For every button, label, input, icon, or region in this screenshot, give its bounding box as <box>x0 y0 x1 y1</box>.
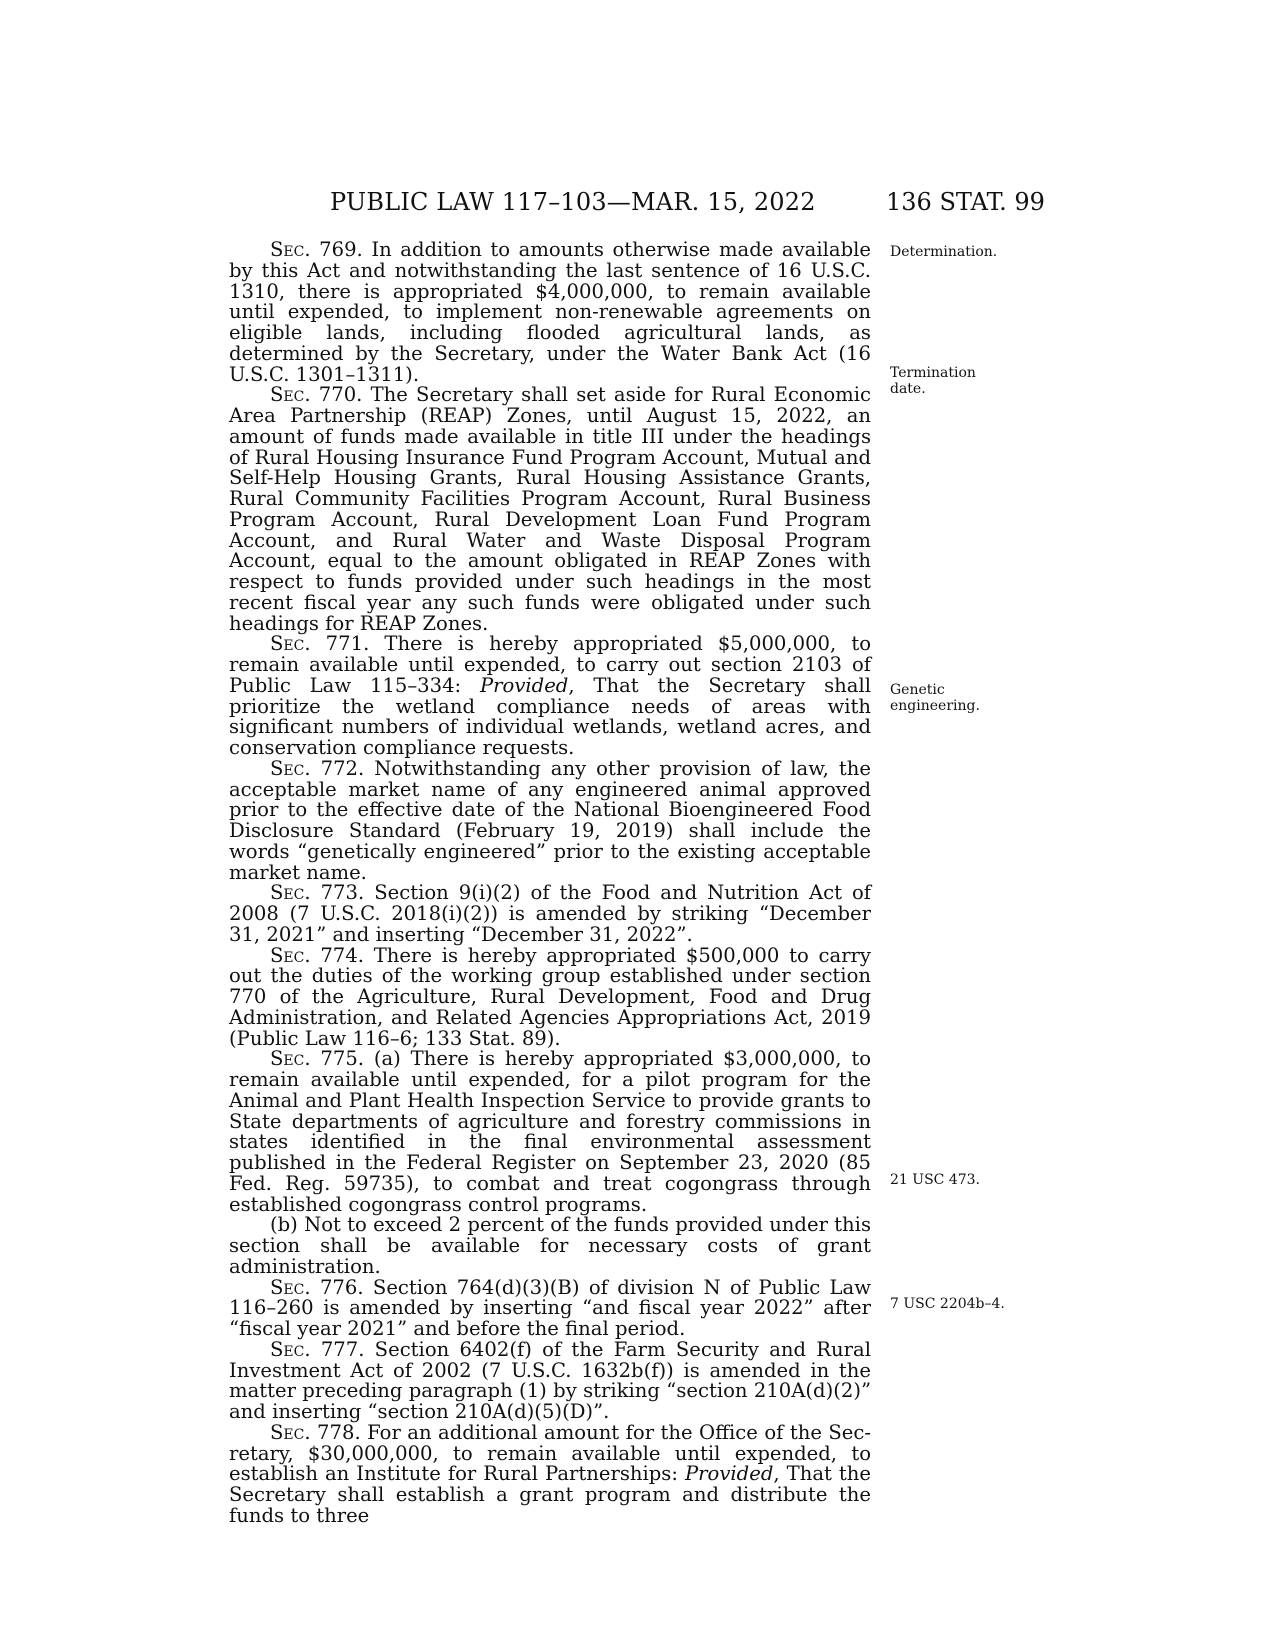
section-778: Sec. 778. For an additional amount for the Office of the Secretary, $30,000,000, to remain available until expended, to establish an Institute for Rural Partnerships: Provided, That the Secretary shall establish a grant program and distribute the funds to three <box>229 1420 871 1527</box>
section-771: Sec. 771. There is hereby appropriated $5,000,000, to remain available until expended, to carry out section 2103 of Public Law 115–334: Provided, That the Secretary shall prioritize the wetland compliance needs of areas with significant numbers of individual wetlands, wetland acres, and conservation compliance requests. <box>229 632 871 759</box>
section-776: Sec. 776. Section 764(d)(3)(B) of division N of Public Law 116–260 is amended by inserting “and fiscal year 2022” after “fiscal year 2021” and before the final period. <box>229 1275 871 1340</box>
section-773: Sec. 773. Section 9(i)(2) of the Food and Nutrition Act of 2008 (7 U.S.C. 2018(i)(2)) is amended by striking “December 31, 2021” and inserting “December 31, 2022”. <box>229 881 871 946</box>
margin-note-termination-date: Termination date. <box>890 365 976 397</box>
section-772: Sec. 772. Notwithstanding any other provision of law, the acceptable market name of any engineered animal approved prior to the effective date of the National Bioengineered Food Disclosure Standard (February 19, 2019) shall include the words “genetically engineered” prior to the existing acceptable market name. <box>229 756 871 884</box>
header-title: PUBLIC LAW 117–103—MAR. 15, 2022 <box>330 188 816 216</box>
section-777: Sec. 777. Section 6402(f) of the Farm Security and Rural Investment Act of 2002 (7 U.S.C. 1632b(f)) is amended in the matter preceding paragraph (1) by striking “section 210A(d)(2)” and inserting “section 210A(d)(5)(D)”. <box>229 1337 871 1423</box>
section-775a: Sec. 775. (a) There is hereby appropriated $3,000,000, to remain available until expended, for a pilot program for the Animal and Plant Health Inspection Service to provide grants to State departments of agriculture and forestry commissions in states identified in the final environmental assessment published in the Federal Register on September 23, 2020 (85 Fed. Reg. 59735), to combat and treat cogongrass through established cogongrass control programs. <box>229 1047 871 1216</box>
margin-note-genetic-engineering: Genetic engineering. <box>890 682 980 714</box>
margin-note-7-usc-2204b-4: 7 USC 2204b–4. <box>890 1296 1005 1312</box>
section-770: Sec. 770. The Secretary shall set aside for Rural Economic Area Partnership (REAP) Zones, until August 15, 2022, an amount of funds made available in title III under the headings of Rural Housing Insurance Fund Program Account, Mutual and Self-Help Housing Grants, Rural Housing Assistance Grants, Rural Community Facilities Program Account, Rural Business Program Account, Rural Development Loan Fund Program Account, and Rural Water and Waste Disposal Program Account, equal to the amount obligated in REAP Zones with respect to funds provided under such headings in the most recent fiscal year any such funds were obligated under such headings for REAP Zones. <box>229 383 871 635</box>
section-774: Sec. 774. There is hereby appropriated $500,000 to carry out the duties of the working group established under section 770 of the Agriculture, Rural Development, Food and Drug Administration, and Related Agencies Appropriations Act, 2019 (Public Law 116–6; 133 Stat. 89). <box>229 943 871 1050</box>
margin-note-determination: Determination. <box>890 244 998 260</box>
section-775b: (b) Not to exceed 2 percent of the funds provided under this section shall be available for necessary costs of grant administration. <box>229 1213 871 1278</box>
page-stat-citation: 136 STAT. 99 <box>886 188 1045 216</box>
section-769: Sec. 769. In addition to amounts otherwise made available by this Act and notwithstanding the last sentence of 16 U.S.C. 1310, there is appropriated $4,000,000, to remain available until expended, to implement non-renewable agreements on eligible lands, including flooded agricultural lands, as determined by the Secretary, under the Water Bank Act (16 U.S.C. 1301–1311). <box>229 238 871 386</box>
body-text <box>229 240 871 1527</box>
running-header <box>0 188 1275 224</box>
margin-note-21-usc-473: 21 USC 473. <box>890 1172 980 1188</box>
